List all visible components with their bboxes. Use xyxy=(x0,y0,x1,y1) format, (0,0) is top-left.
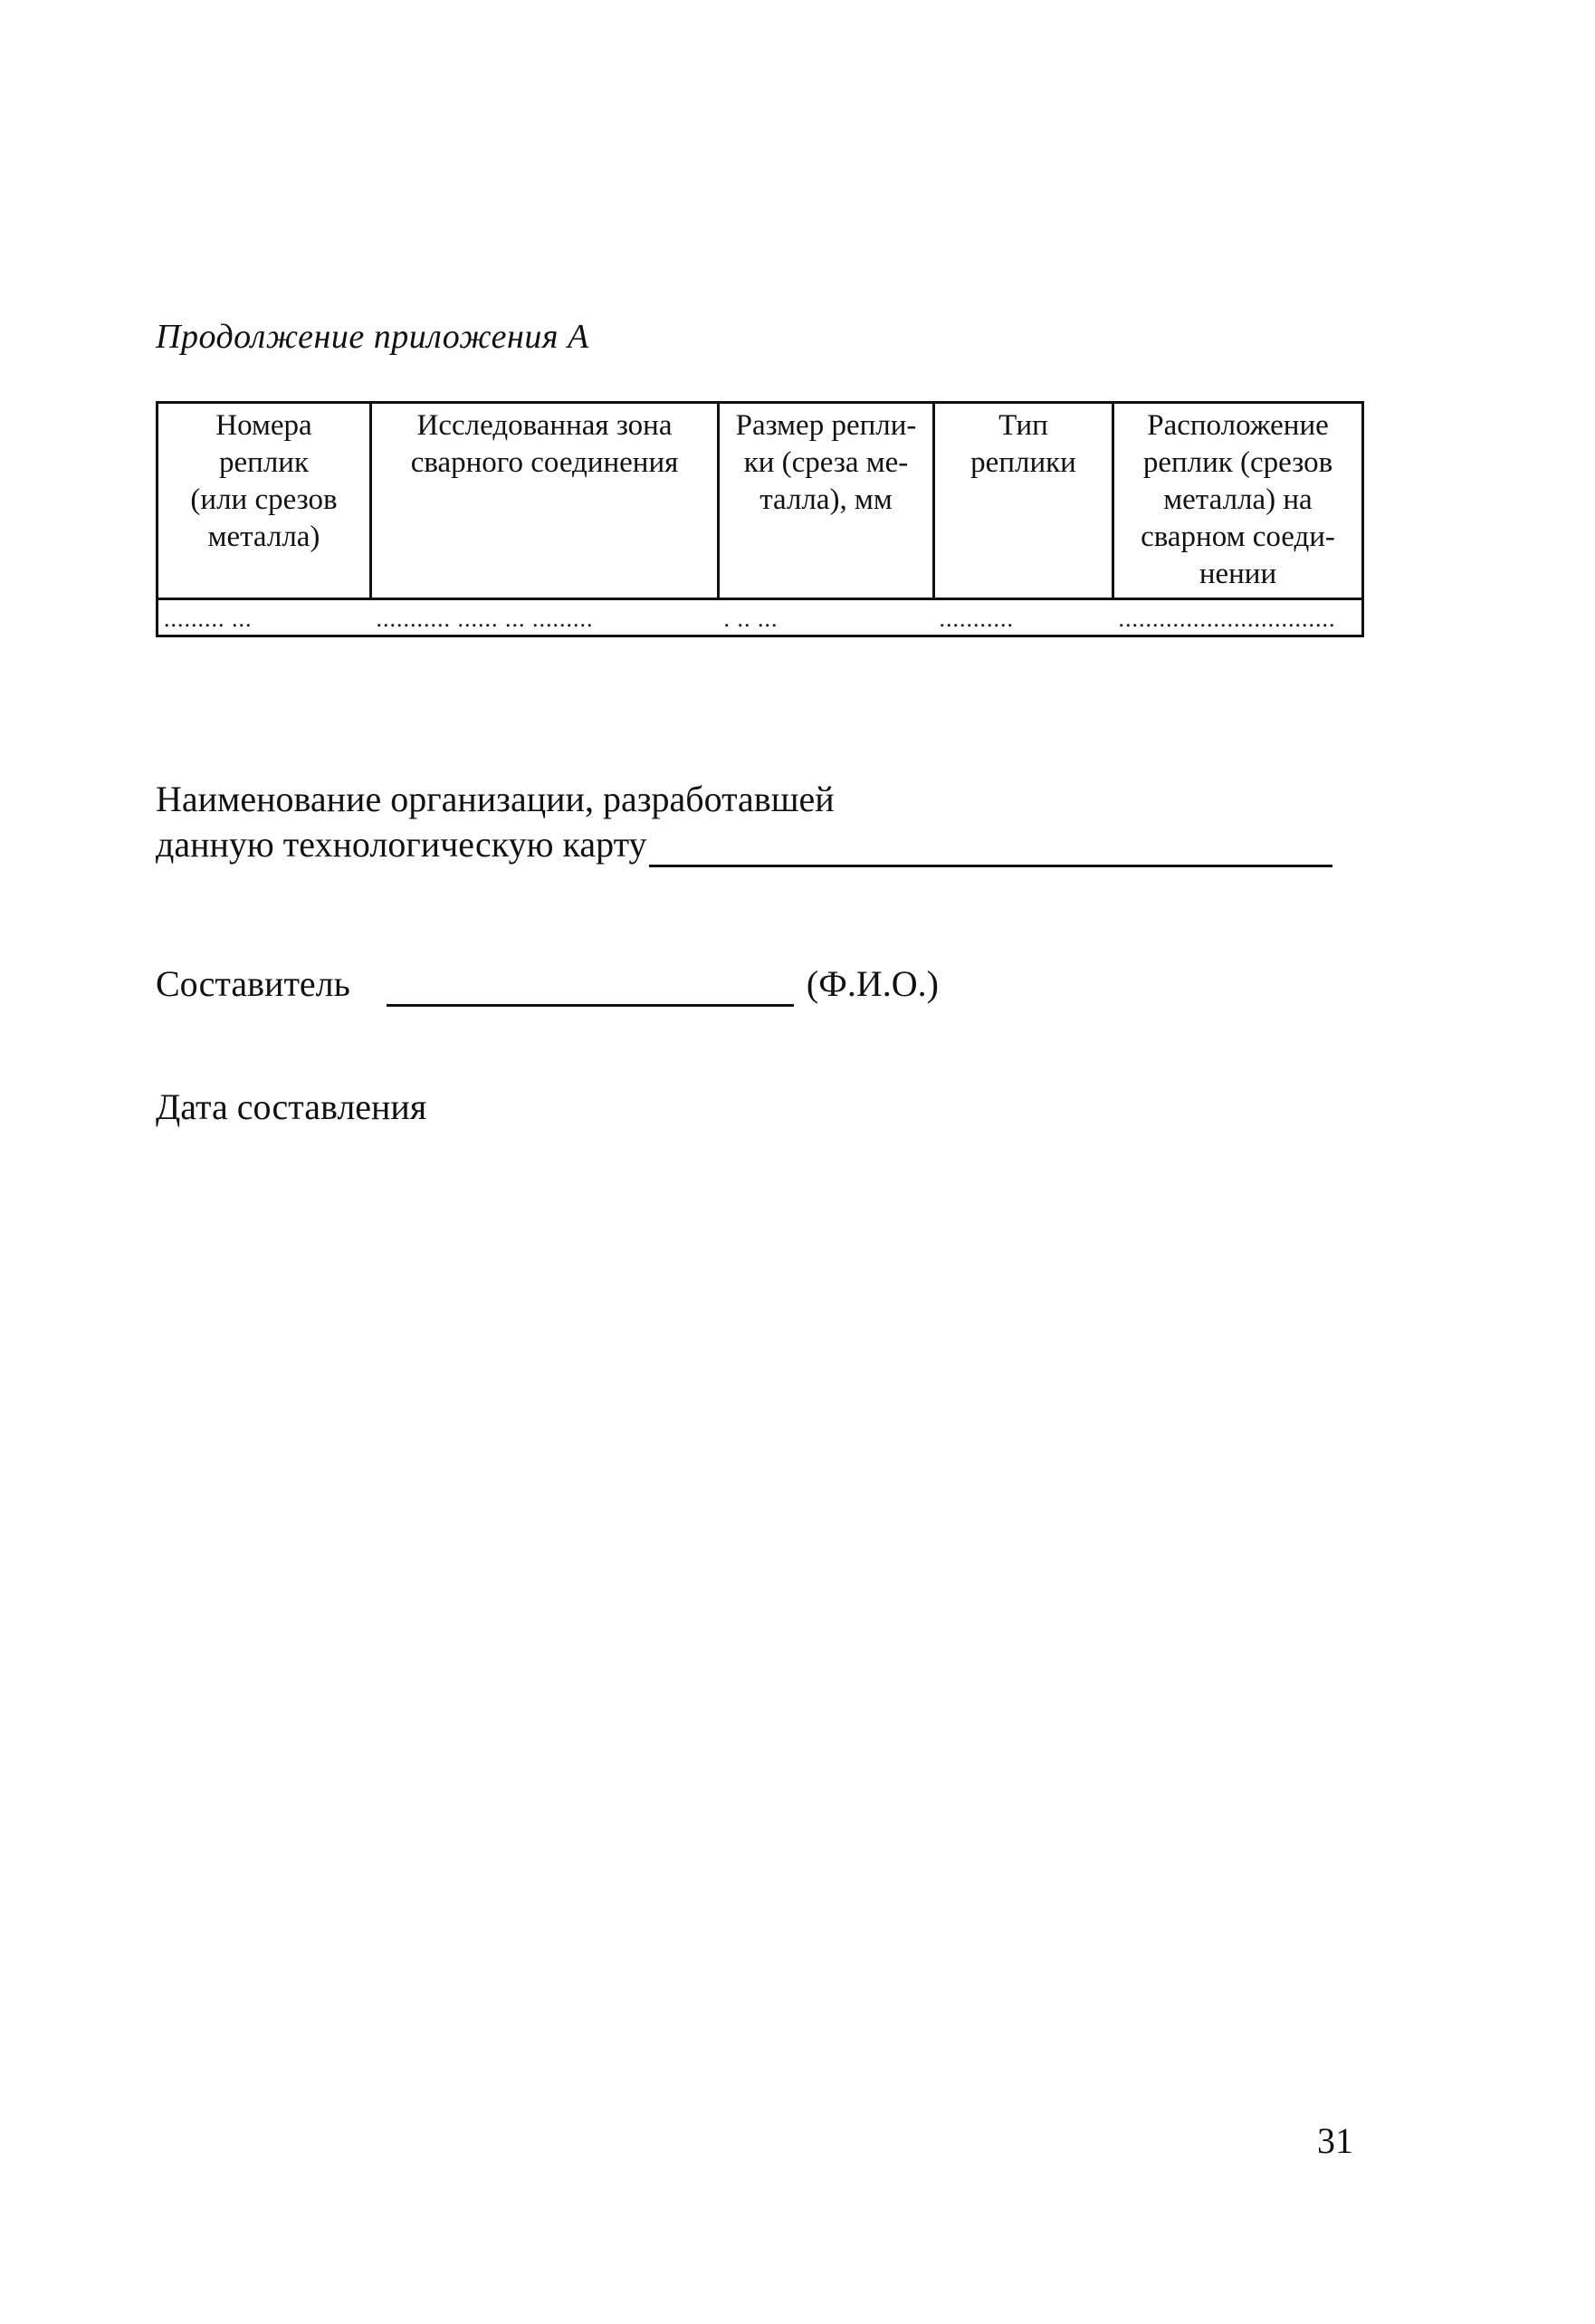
header-replica-type: Тип реплики xyxy=(934,403,1113,599)
organization-line-1: Наименование организации, разработавшей xyxy=(156,779,835,819)
replica-table xyxy=(156,401,1364,637)
composer-label: Составитель xyxy=(156,963,350,1004)
organization-block xyxy=(156,777,1332,867)
page-number: 31 xyxy=(1317,2120,1353,2161)
organization-line-2 xyxy=(156,822,1332,867)
composer-block xyxy=(156,961,939,1007)
table-cell: . .. ... xyxy=(719,599,934,636)
table-cell: ........... xyxy=(934,599,1113,636)
appendix-caption: Продолжение приложения А xyxy=(156,318,589,356)
header-replica-numbers: Номера реплик (или срезов металла) xyxy=(158,403,371,599)
table-header-row xyxy=(158,403,1363,599)
table-cell: ................................ xyxy=(1113,599,1363,636)
date-label: Дата составления xyxy=(156,1086,427,1127)
organization-fill-line[interactable] xyxy=(649,832,1332,867)
header-replica-location: Расположение реплик (срезов металла) на сварном соеди- нении xyxy=(1113,403,1363,599)
composer-suffix: (Ф.И.О.) xyxy=(806,963,939,1004)
organization-line-2-label: данную технологическую карту xyxy=(156,824,647,865)
composer-fill-line[interactable] xyxy=(387,971,794,1007)
header-weld-zone: Исследованная зона сварного соединения xyxy=(371,403,719,599)
table-cell: ........... ...... ... ......... xyxy=(371,599,719,636)
table-row xyxy=(158,599,1363,636)
header-replica-size: Размер репли- ки (среза ме- талла), мм xyxy=(719,403,934,599)
table-cell: ......... ... xyxy=(158,599,371,636)
